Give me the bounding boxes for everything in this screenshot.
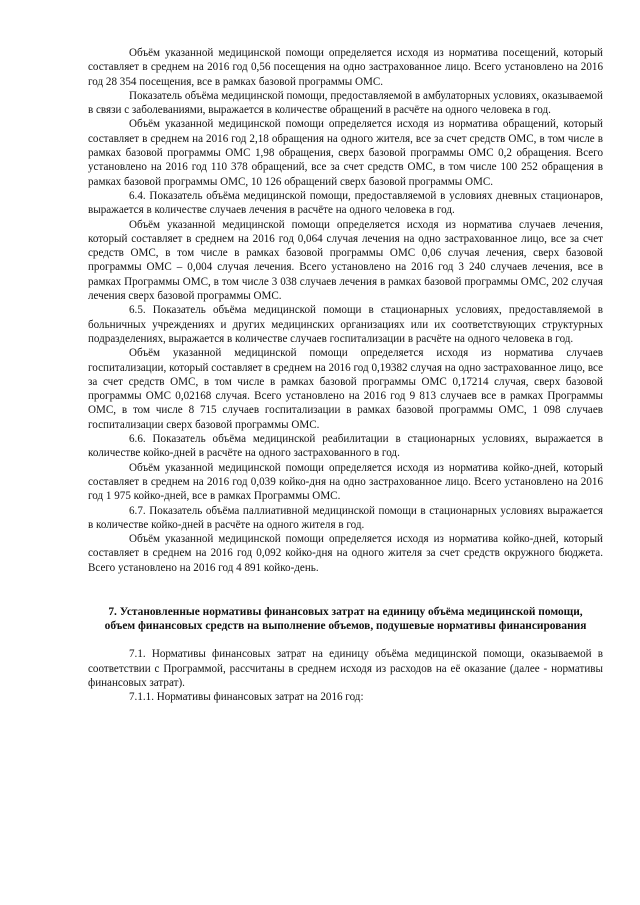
paragraph: 6.5. Показатель объёма медицинской помощи в стационарных условиях, предоставляемой в больничных учреждениях и других медицинских организациях или их соответствующих структурных подразделениях, выражается в количестве случаев госпитализации в расчёте на одного человека в год. [88,304,603,345]
paragraph: Показатель объёма медицинской помощи, предоставляемой в амбулаторных условиях, оказываемой в связи с заболеваниями, выражается в количестве обращений в расчёте на одного человека в год. [88,89,603,117]
paragraph: Объём указанной медицинской помощи определяется исходя из норматива случаев госпитализации, который составляет в среднем на 2016 год 0,19382 случая на одно застрахованное лицо, все за счет средств ОМС, в том числе в рамках базовой программы ОМС 0,17214 случая, сверх базовой программы ОМС 0,02168 случая. Всего установлено на 2016 год 9 813 случаев все в рамках Программы ОМС, в том числе 8 715 случаев госпитализации в рамках базовой программы ОМС, 1 098 случаев госпитализации сверх базовой программы ОМС. [88,347,603,431]
document-body [88,46,603,705]
paragraph: 6.7. Показатель объёма паллиативной медицинской помощи в стационарных условиях выражается в количестве койко-дней в расчёте на одного жителя в год. [88,504,603,531]
paragraph: Объём указанной медицинской помощи определяется исходя из норматива обращений, который составляет в среднем на 2016 год 2,18 обращения на одного жителя, все за счет средств ОМС, в том числе в рамках базовой программы ОМС 1,98 обращения, сверх базовой программы ОМС 0,2 обращения. Всего установлено на 2016 год 110 378 обращений, все за счет средств ОМС, в том числе 100 252 обращения в рамках базовой программы ОМС, 10 126 обращений сверх базовой программы ОМС. [88,118,603,188]
paragraph: 6.6. Показатель объёма медицинской реабилитации в стационарных условиях, выражается в количестве койко-дней в расчёте на одного застрахованного в год. [88,433,603,460]
paragraph: Объём указанной медицинской помощи определяется исходя из норматива койко-дней, который составляет в среднем на 2016 год 0,039 койко-дня на одно застрахованное лицо. Всего установлено на 2016 год 1 975 койко-дней, все в рамках Программы ОМС. [88,461,603,503]
paragraph: Объём указанной медицинской помощи определяется исходя из норматива койко-дней, который составляет в среднем на 2016 год 0,092 койко-дня на одного жителя за счет средств окружного бюджета. Всего установлено на 2016 год 4 891 койко-день. [88,533,603,574]
section-heading: 7. Установленные нормативы финансовых затрат на единицу объёма медицинской помощи, объем финансовых средств на выполнение объемов, подушевые нормативы финансирования [104,605,587,633]
paragraph: 7.1.1. Нормативы финансовых затрат на 2016 год: [129,691,364,704]
paragraph: Объём указанной медицинской помощи определяется исходя из норматива посещений, который составляет в среднем на 2016 год 0,56 посещения на одно застрахованное лицо. Всего установлено на 2016 год 28 354 посещения, все в рамках базовой программы ОМС. [88,47,603,88]
paragraph: 7.1. Нормативы финансовых затрат на единицу объёма медицинской помощи, оказываемой в соответствии с Программой, рассчитаны в среднем исходя из расходов на её оказание (далее - нормативы финансовых затрат). [88,648,603,689]
paragraph: 6.4. Показатель объёма медицинской помощи, предоставляемой в условиях дневных стационаров, выражается в количестве случаев лечения в расчёте на одного человека в год. [88,189,603,217]
paragraph: Объём указанной медицинской помощи определяется исходя из норматива случаев лечения, который составляет в среднем на 2016 год 0,064 случая лечения на одно застрахованное лицо, все за счет средств ОМС, в том числе в рамках базовой программы ОМС 0,06 случая лечения, сверх базовой программы ОМС – 0,004 случая лечения. Всего установлено на 2016 год 3 240 случаев лечения, все в рамках Программы ОМС, в том числе 3 038 случаев лечения в рамках базовой программы ОМС, 202 случая лечения сверх базовой программы ОМС. [88,218,603,303]
